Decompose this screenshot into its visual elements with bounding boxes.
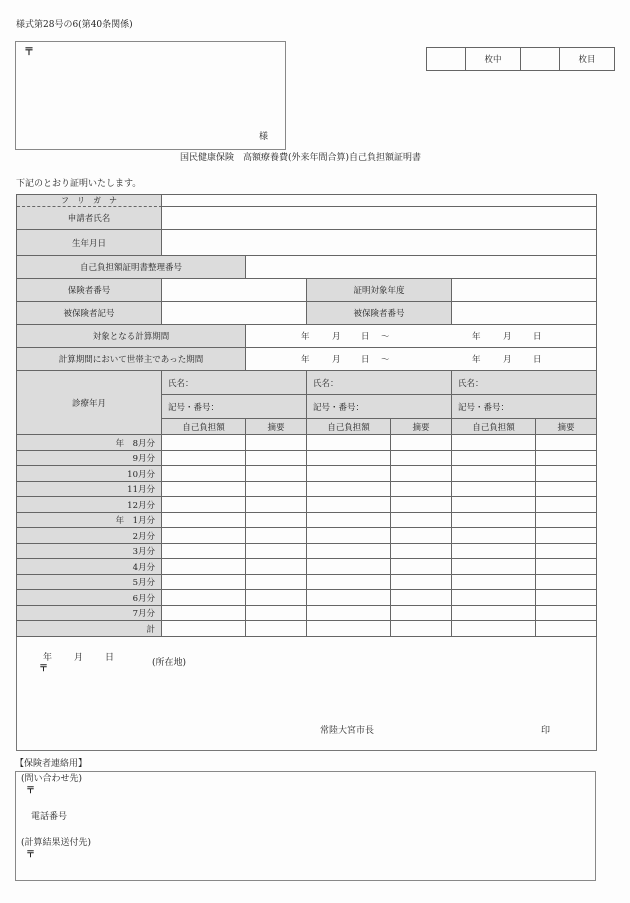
amount-cell[interactable]	[307, 590, 391, 606]
note-cell[interactable]	[246, 482, 307, 497]
note-cell[interactable]	[536, 606, 597, 621]
target-year-label: 証明対象年度	[307, 279, 452, 302]
amount-cell[interactable]	[307, 528, 391, 544]
amount-cell[interactable]	[452, 482, 536, 497]
certificate-table	[16, 194, 597, 638]
note-cell[interactable]	[246, 466, 307, 482]
note-cell[interactable]	[536, 559, 597, 575]
address-box	[15, 41, 286, 150]
note-cell[interactable]	[246, 590, 307, 606]
year-unit: 年	[301, 355, 310, 365]
postal-mark: 〒	[26, 786, 36, 796]
form-id: 様式第28号の6(第40条関係)	[16, 20, 133, 30]
amount-cell[interactable]	[452, 621, 536, 637]
insurer-number-field[interactable]	[162, 279, 307, 302]
inquiry-label: (問い合わせ先)	[21, 774, 83, 784]
year-unit: 年	[472, 332, 481, 342]
note-cell[interactable]	[536, 528, 597, 544]
amount-cell[interactable]	[162, 590, 246, 606]
amount-header: 自己負担額	[162, 419, 246, 435]
cert-number-field[interactable]	[246, 256, 597, 279]
note-header: 摘要	[246, 419, 307, 435]
year-unit: 年	[472, 355, 481, 365]
note-cell[interactable]	[536, 590, 597, 606]
amount-cell[interactable]	[307, 466, 391, 482]
issue-year-unit: 年	[43, 653, 53, 663]
month-unit: 月	[332, 332, 341, 342]
amount-cell[interactable]	[307, 513, 391, 528]
person-2-symbol[interactable]: 記号・番号：	[307, 395, 452, 419]
note-cell[interactable]	[246, 497, 307, 513]
month-label: 2月分	[17, 528, 162, 544]
note-cell[interactable]	[391, 513, 452, 528]
month-label: 6月分	[17, 590, 162, 606]
amount-cell[interactable]	[162, 544, 246, 559]
note-cell[interactable]	[391, 621, 452, 637]
range-tilde: 〜	[381, 355, 390, 365]
calc-period-label: 対象となる計算期間	[17, 325, 246, 348]
insured-symbol-label: 被保険者記号	[17, 302, 162, 325]
amount-cell[interactable]	[162, 559, 246, 575]
person-1-name[interactable]: 氏名：	[162, 371, 307, 395]
issuer-block	[16, 637, 597, 751]
furigana-field[interactable]	[162, 195, 597, 207]
month-label: 9月分	[17, 451, 162, 466]
target-year-field[interactable]	[452, 279, 597, 302]
householder-period-label: 計算期間において世帯主であった期間	[17, 348, 246, 371]
amount-header: 自己負担額	[307, 419, 391, 435]
person-3-name[interactable]: 氏名：	[452, 371, 597, 395]
amount-cell[interactable]	[452, 451, 536, 466]
day-unit: 日	[361, 355, 370, 365]
amount-cell[interactable]	[452, 575, 536, 590]
amount-cell[interactable]	[452, 497, 536, 513]
note-cell[interactable]	[536, 621, 597, 637]
month-unit: 月	[332, 355, 341, 365]
note-cell[interactable]	[391, 451, 452, 466]
amount-cell[interactable]	[162, 575, 246, 590]
issue-day-unit: 日	[105, 653, 115, 663]
note-cell[interactable]	[391, 544, 452, 559]
person-3-symbol[interactable]: 記号・番号：	[452, 395, 597, 419]
note-cell[interactable]	[391, 528, 452, 544]
day-unit: 日	[361, 332, 370, 342]
amount-cell[interactable]	[162, 451, 246, 466]
month-label: 12月分	[17, 497, 162, 513]
amount-cell[interactable]	[162, 528, 246, 544]
intro-text: 下記のとおり証明いたします。	[16, 179, 142, 189]
mayor-title: 常陸大宮市長	[320, 726, 375, 736]
note-cell[interactable]	[391, 482, 452, 497]
note-cell[interactable]	[246, 513, 307, 528]
householder-period-field[interactable]	[246, 348, 597, 371]
note-cell[interactable]	[391, 497, 452, 513]
note-cell[interactable]	[391, 590, 452, 606]
applicant-name-field[interactable]	[162, 207, 597, 230]
postal-mark: 〒	[26, 850, 36, 860]
amount-cell[interactable]	[307, 435, 391, 451]
birth-date-field[interactable]	[162, 230, 597, 256]
amount-cell[interactable]	[307, 451, 391, 466]
insured-number-field[interactable]	[452, 302, 597, 325]
insurer-contact-box	[15, 771, 596, 881]
range-tilde: 〜	[381, 332, 390, 342]
amount-cell[interactable]	[307, 544, 391, 559]
note-cell[interactable]	[536, 482, 597, 497]
amount-cell[interactable]	[162, 497, 246, 513]
amount-cell[interactable]	[307, 621, 391, 637]
note-cell[interactable]	[246, 621, 307, 637]
note-cell[interactable]	[391, 606, 452, 621]
amount-cell[interactable]	[452, 559, 536, 575]
amount-cell[interactable]	[452, 606, 536, 621]
note-cell[interactable]	[536, 451, 597, 466]
insurer-contact-heading: 【保険者連絡用】	[15, 759, 88, 769]
amount-cell[interactable]	[452, 590, 536, 606]
note-cell[interactable]	[246, 606, 307, 621]
note-cell[interactable]	[246, 544, 307, 559]
month-label: 5月分	[17, 575, 162, 590]
month-label: 3月分	[17, 544, 162, 559]
amount-cell[interactable]	[452, 513, 536, 528]
note-cell[interactable]	[391, 435, 452, 451]
amount-cell[interactable]	[452, 435, 536, 451]
note-cell[interactable]	[246, 559, 307, 575]
amount-cell[interactable]	[307, 482, 391, 497]
amount-cell[interactable]	[162, 513, 246, 528]
amount-cell[interactable]	[162, 621, 246, 637]
note-cell[interactable]	[391, 575, 452, 590]
note-cell[interactable]	[536, 575, 597, 590]
honorific: 様	[259, 132, 269, 142]
postal-mark: 〒	[39, 664, 49, 674]
page-current-label: 枚目	[559, 47, 615, 71]
postal-mark: 〒	[24, 47, 34, 58]
insurer-number-label: 保険者番号	[17, 279, 162, 302]
person-1-symbol[interactable]: 記号・番号：	[162, 395, 307, 419]
note-cell[interactable]	[536, 544, 597, 559]
send-to-label: (計算結果送付先)	[21, 838, 92, 848]
note-header: 摘要	[536, 419, 597, 435]
month-label: 11月分	[17, 482, 162, 497]
amount-cell[interactable]	[452, 466, 536, 482]
month-label: 年 8月分	[17, 435, 162, 451]
note-cell[interactable]	[246, 528, 307, 544]
seal-mark: 印	[541, 726, 551, 736]
amount-cell[interactable]	[307, 559, 391, 575]
month-unit: 月	[503, 355, 512, 365]
month-label: 年 1月分	[17, 513, 162, 528]
amount-cell[interactable]	[307, 497, 391, 513]
note-header: 摘要	[391, 419, 452, 435]
amount-cell[interactable]	[162, 466, 246, 482]
page-total-label: 枚中	[465, 47, 521, 71]
day-unit: 日	[533, 332, 542, 342]
phone-label: 電話番号	[31, 812, 68, 822]
month-label: 4月分	[17, 559, 162, 575]
note-cell[interactable]	[536, 497, 597, 513]
medical-month-label: 診療年月	[17, 371, 162, 435]
note-cell[interactable]	[246, 451, 307, 466]
document-title: 国民健康保険 高額療養費(外来年間合算)自己負担額証明書	[180, 153, 422, 163]
amount-header: 自己負担額	[452, 419, 536, 435]
page-total-field[interactable]	[426, 47, 466, 71]
furigana-label: フ リ ガ ナ	[17, 195, 162, 207]
cert-number-label: 自己負担額証明書整理番号	[17, 256, 246, 279]
month-label: 7月分	[17, 606, 162, 621]
amount-cell[interactable]	[307, 575, 391, 590]
issue-month-unit: 月	[74, 653, 84, 663]
birth-date-label: 生年月日	[17, 230, 162, 256]
day-unit: 日	[533, 355, 542, 365]
location-label: (所在地)	[152, 658, 187, 668]
note-cell[interactable]	[536, 466, 597, 482]
note-cell[interactable]	[536, 513, 597, 528]
note-cell[interactable]	[391, 559, 452, 575]
calc-period-field[interactable]	[246, 325, 597, 348]
person-2-name[interactable]: 氏名：	[307, 371, 452, 395]
amount-cell[interactable]	[162, 606, 246, 621]
month-label: 10月分	[17, 466, 162, 482]
year-unit: 年	[301, 332, 310, 342]
note-cell[interactable]	[246, 435, 307, 451]
amount-cell[interactable]	[452, 544, 536, 559]
note-cell[interactable]	[391, 466, 452, 482]
total-label: 計	[17, 621, 162, 637]
note-cell[interactable]	[536, 435, 597, 451]
amount-cell[interactable]	[162, 435, 246, 451]
month-unit: 月	[503, 332, 512, 342]
page-current-field[interactable]	[520, 47, 560, 71]
amount-cell[interactable]	[162, 482, 246, 497]
amount-cell[interactable]	[307, 606, 391, 621]
insured-number-label: 被保険者番号	[307, 302, 452, 325]
applicant-name-label: 申請者氏名	[17, 207, 162, 230]
note-cell[interactable]	[246, 575, 307, 590]
amount-cell[interactable]	[452, 528, 536, 544]
insured-symbol-field[interactable]	[162, 302, 307, 325]
